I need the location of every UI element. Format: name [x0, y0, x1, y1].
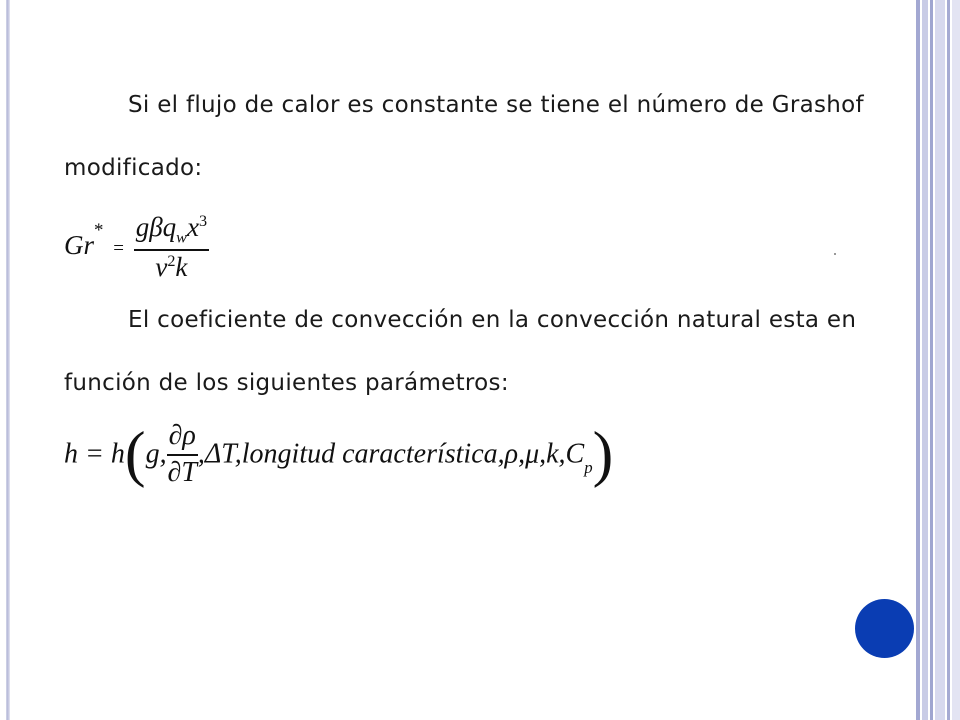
- equation1-fraction: [134, 212, 209, 283]
- equation1-asterisk: *: [94, 219, 104, 241]
- equation2-g: g,: [145, 438, 167, 470]
- equation1-den-sup: 2: [167, 252, 176, 271]
- paragraph2-line2: función de los siguientes parámetros:: [64, 370, 509, 396]
- equation2-close-paren: ): [592, 420, 614, 489]
- equation1-den-nu: ν: [155, 252, 168, 283]
- equation2-sub-p: p: [584, 457, 593, 477]
- equation1-num-sup: 3: [198, 212, 208, 230]
- equation1-den-k: k: [175, 252, 188, 283]
- equation2-fraction: [167, 420, 198, 489]
- equation2-frac-den: ∂T: [167, 457, 197, 488]
- paragraph1-line1: Si el flujo de calor es constante se tiene el número de Grashof: [128, 92, 864, 118]
- right-decorative-stripes: [916, 0, 960, 720]
- paragraph1-line2: modificado:: [64, 155, 203, 181]
- equation2-frac-num: ∂ρ: [167, 420, 198, 456]
- equation2-lhs: h = h: [64, 438, 125, 470]
- equation2-rest: ,ΔT,longitud característica,ρ,μ,k,C: [197, 438, 585, 470]
- equation1-num-x: x: [186, 212, 199, 242]
- equation1-lhs: Gr: [64, 229, 95, 260]
- equation1-equals: =: [113, 237, 124, 259]
- equation1-num-sub: w: [176, 228, 187, 247]
- left-border-rule: [6, 0, 10, 720]
- equation2-open-paren: (: [124, 420, 146, 489]
- convection-coefficient-equation: [64, 420, 613, 489]
- accent-circle: [855, 599, 914, 658]
- stray-dot: [834, 253, 836, 255]
- paragraph2-line1: El coeficiente de convección en la convección natural esta en: [128, 307, 857, 333]
- equation1-num-main: gβq: [135, 212, 177, 242]
- grashof-equation: [64, 212, 209, 283]
